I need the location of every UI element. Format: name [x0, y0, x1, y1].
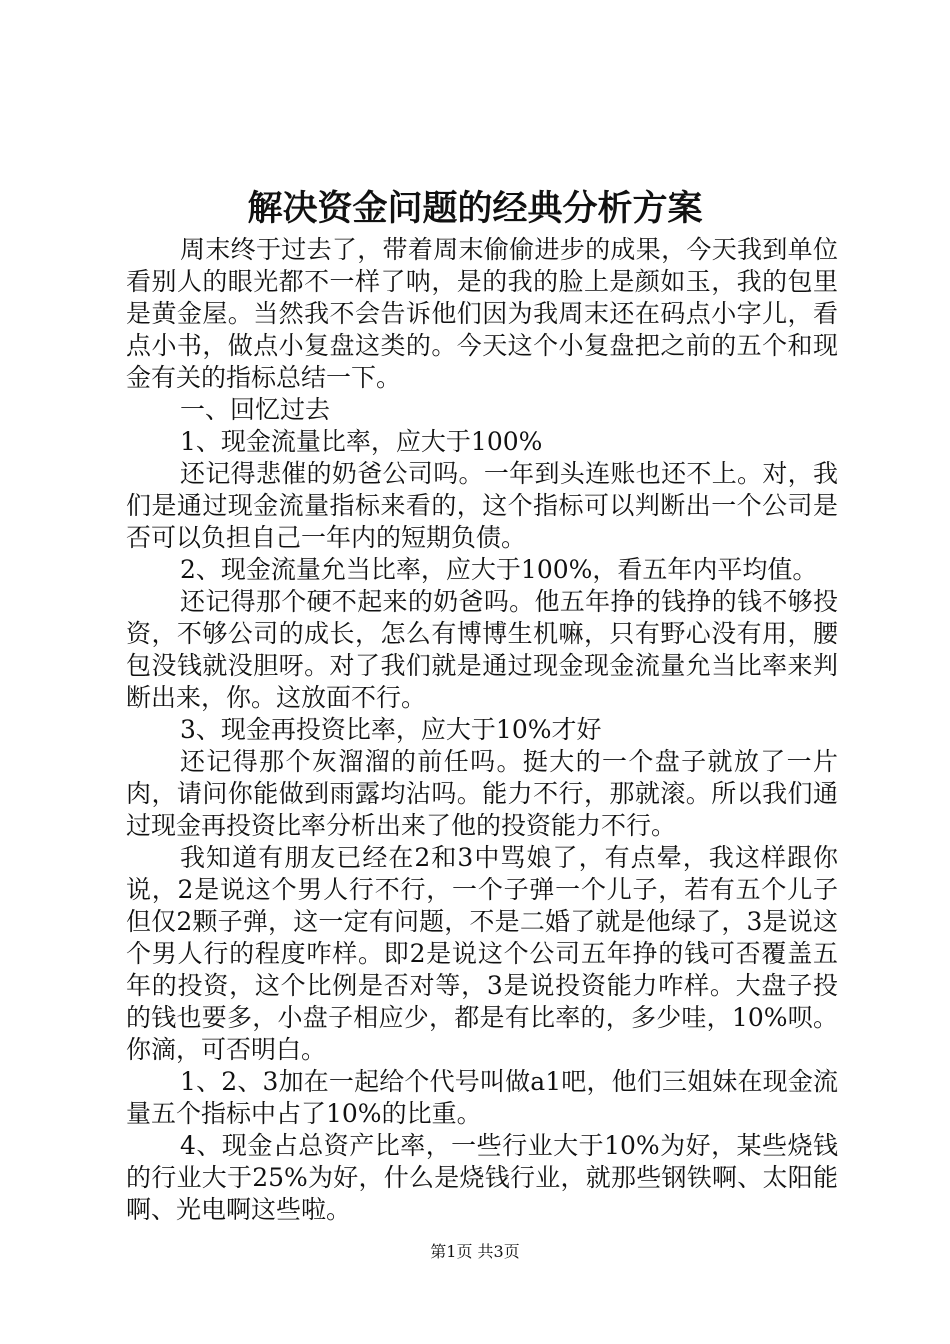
item-heading-2: 2、现金流量允当比率，应大于100%，看五年内平均值。 — [180, 555, 818, 584]
item-heading-3: 3、现金再投资比率，应大于10%才好 — [180, 715, 602, 744]
paragraph-item-2: 还记得那个硬不起来的奶爸吗。他五年挣的钱挣的钱不够投资，不够公司的成长，怎么有博博生机嘛，只有野心没有用，腰包没钱就没胆呀。对了我们就是通过现金现金流量允当比率来判断出来，你。这放面不行。 — [126, 587, 838, 712]
item-heading-1: 1、现金流量比率，应大于100% — [180, 427, 543, 456]
item-heading-4: 4、现金占总资产比率，一些行业大于10%为好，某些烧钱的行业大于25%为好，什么是烧钱行业，就那些钢铁啊、太阳能啊、光电啊这些啦。 — [126, 1131, 838, 1224]
section-heading-recall: 一、回忆过去 — [180, 395, 331, 424]
paragraph-explanation: 我知道有朋友已经在2和3中骂娘了，有点晕，我这样跟你说，2是说这个男人行不行，一个子弹一个儿子，若有五个儿子但仅2颗子弹，这一定有问题，不是二婚了就是他绿了，3是说这个男人行的程度咋样。即2是说这个公司五年挣的钱可否覆盖五年的投资，这个比例是否对等，3是说投资能力咋样。大盘子投的钱也要多，小盘子相应少，都是有比率的，多少哇，10%呗。你滴，可否明白。 — [126, 843, 838, 1064]
paragraph-intro: 周末终于过去了，带着周末偷偷进步的成果，今天我到单位看别人的眼光都不一样了呐，是的我的脸上是颜如玉，我的包里是黄金屋。当然我不会告诉他们因为我周末还在码点小字儿，看点小书，做点小复盘这类的。今天这个小复盘把之前的五个和现金有关的指标总结一下。 — [126, 235, 838, 392]
paragraph-summary-a1: 1、2、3加在一起给个代号叫做a1吧，他们三姐妹在现金流量五个指标中占了10%的比重。 — [126, 1067, 838, 1128]
paragraph-item-1: 还记得悲催的奶爸公司吗。一年到头连账也还不上。对，我们是通过现金流量指标来看的，这个指标可以判断出一个公司是否可以负担自己一年内的短期负债。 — [126, 459, 838, 552]
page-footer: 第1页 共3页 — [430, 1242, 520, 1261]
document-body — [126, 234, 838, 1226]
paragraph-item-3: 还记得那个灰溜溜的前任吗。挺大的一个盘子就放了一片肉，请问你能做到雨露均沾吗。能力不行，那就滚。所以我们通过现金再投资比率分析出来了他的投资能力不行。 — [126, 747, 838, 840]
document-title: 解决资金问题的经典分析方案 — [247, 188, 703, 229]
